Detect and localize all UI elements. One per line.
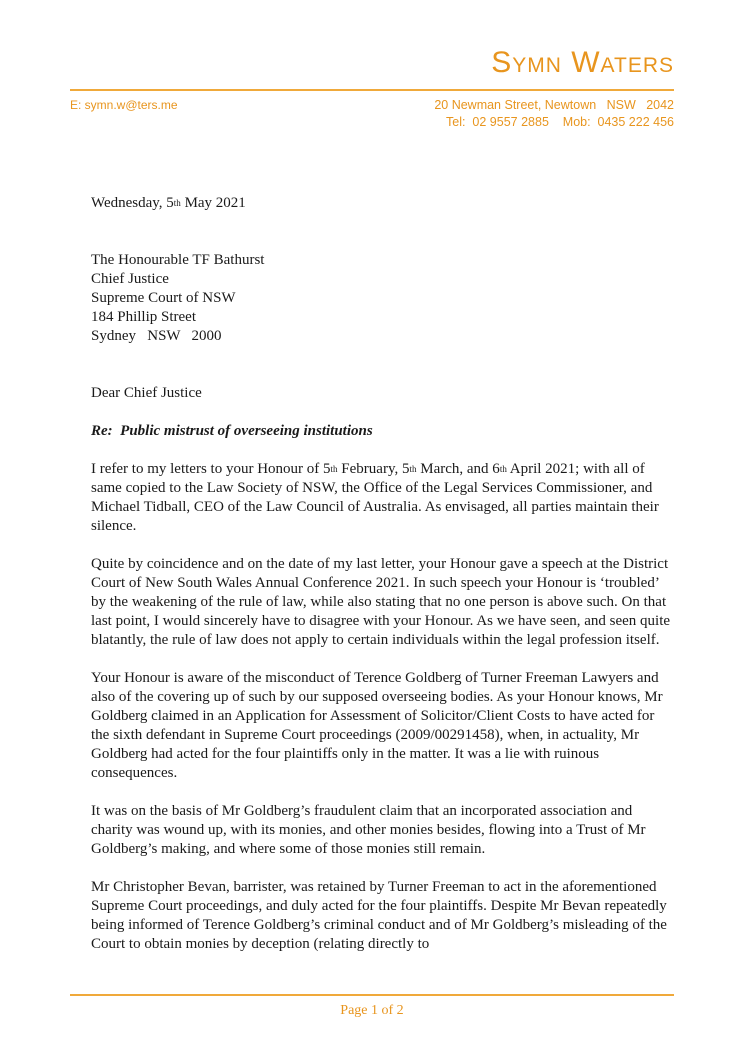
letter-date: Wednesday, 5th May 2021 [91,195,246,211]
recipient-line: 184 Phillip Street [91,309,196,325]
recipient-line: Sydney NSW 2000 [91,328,222,344]
letterhead-address: 20 Newman Street, Newtown NSW 2042 [434,98,674,112]
letterhead-contact [434,97,674,131]
letterhead-phones: Tel: 02 9557 2885 Mob: 0435 222 456 [446,115,674,129]
page-number: Page 1 of 2 [340,1003,404,1018]
recipient-line: The Honourable TF Bathurst [91,252,265,268]
letter-body [91,194,671,973]
paragraph: Your Honour is aware of the misconduct of Terence Goldberg of Turner Freeman Lawyers and also of the covering up of such by our supposed overseeing bodies. As your Honour knows, Mr Goldberg claimed in an Application for Assessment of Solicitor/Client Costs to have acted for the sixth defendant in Supreme Court proceedings (2009/00291458), when, in actuality, Mr Goldberg had acted for the four plaintiffs only in the matter. It was a lie with ruinous consequences. [91,670,663,781]
paragraph: Mr Christopher Bevan, barrister, was retained by Turner Freeman to act in the aforementioned Supreme Court proceedings, and duly acted for the four plaintiffs. Despite Mr Bevan repeatedly being informed of Terence Goldberg’s criminal conduct and of Mr Goldberg’s misleading of the Court to obtain monies by deception (relating directly to [91,879,667,952]
footer-rule [70,994,674,996]
recipient-block [91,251,671,346]
paragraph: Quite by coincidence and on the date of my last letter, your Honour gave a speech at the District Court of New South Wales Annual Conference 2021. In such speech your Honour is ‘troubled’ by the weakening of the rule of law, while also stating that no one person is above such. On that last point, I would sincerely have to disagree with your Honour. As we have seen, and seen quite blatantly, the rule of law does not apply to certain individuals within the legal profession itself. [91,556,671,648]
recipient-line: Supreme Court of NSW [91,290,236,306]
paragraph: I refer to my letters to your Honour of 5th February, 5th March, and 6th April 2021; with all of same copied to the Law Society of NSW, the Office of the Legal Services Commissioner, and Michael Tidball, CEO of the Law Council of Australia. As envisaged, all parties maintain their silence. [91,461,659,534]
subject-line: Re: Public mistrust of overseeing institutions [91,423,373,439]
recipient-line: Chief Justice [91,271,169,287]
paragraph: It was on the basis of Mr Goldberg’s fraudulent claim that an incorporated association and charity was wound up, with its monies, and other monies besides, flowing into a Trust of Mr Goldberg’s making, and where some of those monies still remain. [91,803,646,857]
letterhead-email: E: symn.w@ters.me [70,98,178,112]
letterhead-brand: Symn Waters [491,46,674,79]
letterhead-rule [70,89,674,91]
salutation: Dear Chief Justice [91,385,202,401]
